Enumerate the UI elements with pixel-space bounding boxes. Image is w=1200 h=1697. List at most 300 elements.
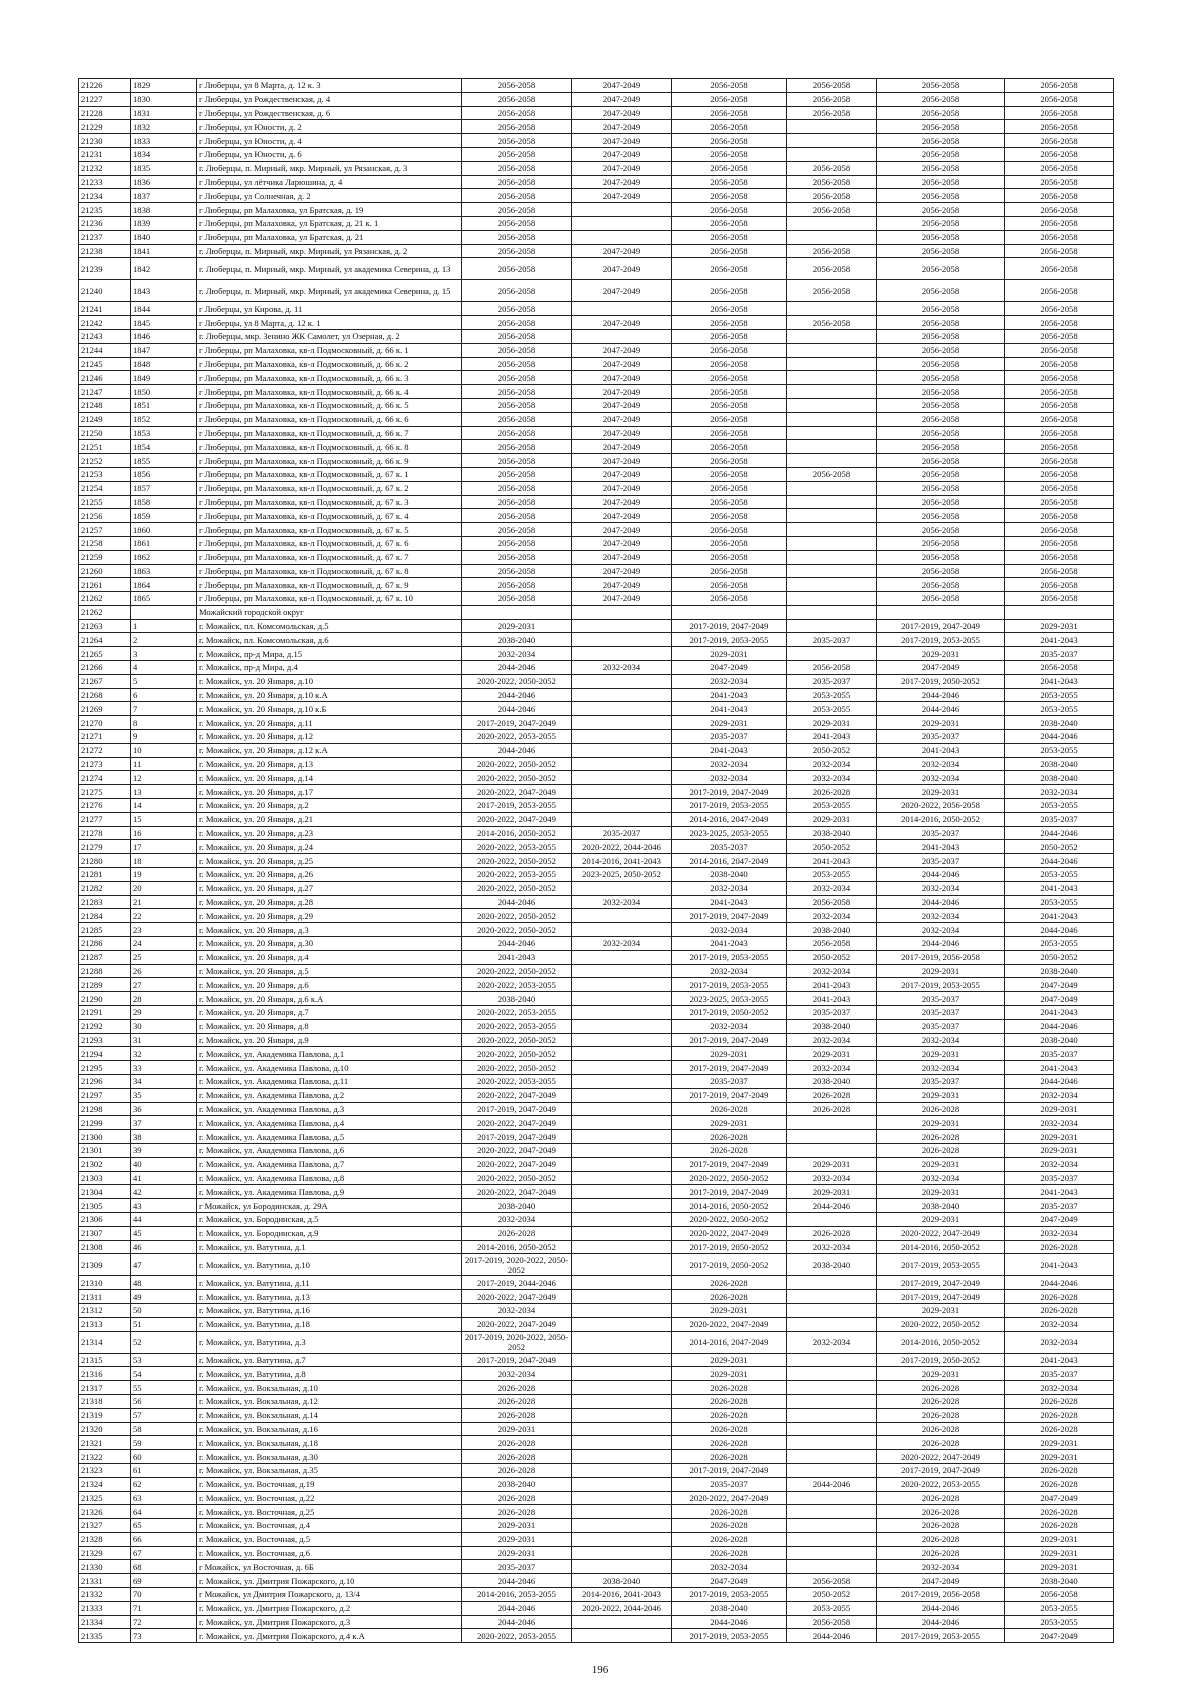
address-cell: г. Можайск, ул. Вокзальная, д.14	[197, 1408, 462, 1422]
period-4-cell: 2032-2034	[787, 964, 877, 978]
period-3-cell: 2056-2058	[672, 523, 787, 537]
period-2-cell	[572, 1006, 672, 1020]
period-2-cell: 2047-2049	[572, 578, 672, 592]
period-5-cell: 2020-2022, 2053-2055	[877, 1477, 1005, 1491]
period-1-cell: 2056-2058	[462, 216, 572, 230]
period-4-cell	[787, 1436, 877, 1450]
period-6-cell: 2035-2037	[1005, 1199, 1114, 1213]
period-6-cell: 2053-2055	[1005, 895, 1114, 909]
table-row	[79, 592, 1114, 606]
address-cell: г. Можайск, ул. Бородинская, д.9	[197, 1226, 462, 1240]
period-4-cell: 2053-2055	[787, 1601, 877, 1615]
item-number-cell: 1846	[131, 329, 197, 343]
period-2-cell	[572, 1408, 672, 1422]
period-1-cell: 2029-2031	[462, 1422, 572, 1436]
address-cell: г. Можайск, ул. 20 Января, д.10	[197, 674, 462, 688]
period-2-cell: 2047-2049	[572, 412, 672, 426]
period-6-cell: 2053-2055	[1005, 743, 1114, 757]
period-3-cell: 2032-2034	[672, 923, 787, 937]
row-number-cell: 21278	[79, 826, 131, 840]
row-number-cell: 21312	[79, 1303, 131, 1317]
row-number-cell: 21238	[79, 244, 131, 258]
period-2-cell	[572, 674, 672, 688]
row-number-cell: 21322	[79, 1450, 131, 1464]
address-cell: г Люберцы, рп Малаховка, кв-л Подмосковный, д. 67 к. 3	[197, 495, 462, 509]
period-3-cell: 2056-2058	[672, 230, 787, 244]
period-2-cell	[572, 923, 672, 937]
period-5-cell	[877, 605, 1005, 619]
period-5-cell: 2014-2016, 2050-2052	[877, 1240, 1005, 1254]
period-4-cell	[787, 1276, 877, 1290]
address-cell: г. Можайск, ул. 20 Января, д.24	[197, 840, 462, 854]
period-1-cell: 2020-2022, 2053-2055	[462, 1629, 572, 1643]
period-6-cell: 2053-2055	[1005, 688, 1114, 702]
table-row	[79, 1574, 1114, 1588]
period-3-cell: 2056-2058	[672, 161, 787, 175]
period-2-cell	[572, 909, 672, 923]
period-1-cell: 2026-2028	[462, 1463, 572, 1477]
period-1-cell: 2056-2058	[462, 357, 572, 371]
period-3-cell: 2056-2058	[672, 258, 787, 280]
period-6-cell: 2056-2058	[1005, 523, 1114, 537]
row-number-cell: 21297	[79, 1088, 131, 1102]
address-cell: г Люберцы, ул 8 Марта, д. 12 к. 1	[197, 316, 462, 330]
period-4-cell	[787, 1116, 877, 1130]
period-6-cell: 2056-2058	[1005, 385, 1114, 399]
period-3-cell: 2026-2028	[672, 1436, 787, 1450]
address-cell: г. Люберцы, мкр. Зенино ЖК Самолет, ул Озерная, д. 2	[197, 329, 462, 343]
address-cell: г Люберцы, рп Малаховка, кв-л Подмосковный, д. 67 к. 7	[197, 550, 462, 564]
period-4-cell: 2056-2058	[787, 280, 877, 302]
period-5-cell: 2056-2058	[877, 592, 1005, 606]
period-4-cell	[787, 1367, 877, 1381]
period-4-cell: 2053-2055	[787, 688, 877, 702]
period-4-cell	[787, 1408, 877, 1422]
period-2-cell	[572, 1171, 672, 1185]
period-2-cell	[572, 743, 672, 757]
table-row	[79, 1240, 1114, 1254]
address-cell: г. Можайск, ул. 20 Января, д.14	[197, 771, 462, 785]
period-6-cell: 2041-2043	[1005, 881, 1114, 895]
period-4-cell	[787, 440, 877, 454]
period-1-cell: 2038-2040	[462, 1199, 572, 1213]
address-cell: г Люберцы, рп Малаховка, кв-л Подмосковный, д. 67 к. 4	[197, 509, 462, 523]
period-4-cell	[787, 371, 877, 385]
period-5-cell: 2017-2019, 2047-2049	[877, 1290, 1005, 1304]
period-3-cell: 2056-2058	[672, 147, 787, 161]
period-1-cell: 2014-2016, 2050-2052	[462, 826, 572, 840]
period-2-cell	[572, 1254, 672, 1276]
address-cell: г. Можайск, ул. Академика Павлова, д.8	[197, 1171, 462, 1185]
period-3-cell: 2032-2034	[672, 674, 787, 688]
period-1-cell: 2056-2058	[462, 258, 572, 280]
address-cell: г. Можайск, ул. Ватутина, д.8	[197, 1367, 462, 1381]
item-number-cell: 17	[131, 840, 197, 854]
period-6-cell: 2056-2058	[1005, 592, 1114, 606]
period-6-cell: 2056-2058	[1005, 147, 1114, 161]
period-5-cell: 2056-2058	[877, 316, 1005, 330]
period-4-cell: 2050-2052	[787, 743, 877, 757]
period-3-cell: 2014-2016, 2047-2049	[672, 854, 787, 868]
period-2-cell	[572, 799, 672, 813]
period-5-cell: 2056-2058	[877, 79, 1005, 93]
table-row	[79, 1394, 1114, 1408]
period-3-cell: 2035-2037	[672, 1074, 787, 1088]
address-cell: г Люберцы, рп Малаховка, кв-л Подмосковный, д. 66 к. 1	[197, 343, 462, 357]
period-4-cell: 2032-2034	[787, 771, 877, 785]
period-4-cell: 2026-2028	[787, 1226, 877, 1240]
period-6-cell: 2056-2058	[1005, 495, 1114, 509]
period-3-cell: 2017-2019, 2053-2055	[672, 1588, 787, 1602]
period-4-cell: 2032-2034	[787, 1061, 877, 1075]
period-2-cell	[572, 605, 672, 619]
row-number-cell: 21295	[79, 1061, 131, 1075]
table-row	[79, 771, 1114, 785]
period-5-cell: 2032-2034	[877, 923, 1005, 937]
period-2-cell: 2047-2049	[572, 467, 672, 481]
item-number-cell: 1843	[131, 280, 197, 302]
address-cell: г. Можайск, пр-д Мира, д.4	[197, 661, 462, 675]
period-1-cell: 2029-2031	[462, 1519, 572, 1533]
row-number-cell: 21301	[79, 1143, 131, 1157]
period-2-cell: 2047-2049	[572, 343, 672, 357]
table-row	[79, 316, 1114, 330]
item-number-cell: 1837	[131, 189, 197, 203]
item-number-cell: 1861	[131, 536, 197, 550]
period-3-cell: 2056-2058	[672, 92, 787, 106]
period-1-cell: 2044-2046	[462, 895, 572, 909]
period-6-cell: 2038-2040	[1005, 771, 1114, 785]
period-4-cell	[787, 523, 877, 537]
period-6-cell: 2056-2058	[1005, 550, 1114, 564]
period-2-cell: 2047-2049	[572, 550, 672, 564]
period-6-cell: 2056-2058	[1005, 564, 1114, 578]
period-3-cell: 2029-2031	[672, 1303, 787, 1317]
period-6-cell: 2047-2049	[1005, 978, 1114, 992]
period-2-cell	[572, 1546, 672, 1560]
period-2-cell: 2023-2025, 2050-2052	[572, 868, 672, 882]
period-5-cell: 2047-2049	[877, 1574, 1005, 1588]
item-number-cell: 1830	[131, 92, 197, 106]
period-5-cell: 2029-2031	[877, 1185, 1005, 1199]
period-2-cell	[572, 716, 672, 730]
table-row	[79, 909, 1114, 923]
period-4-cell: 2029-2031	[787, 716, 877, 730]
period-1-cell	[462, 605, 572, 619]
table-row	[79, 1519, 1114, 1533]
period-3-cell: 2044-2046	[672, 1615, 787, 1629]
period-2-cell: 2047-2049	[572, 536, 672, 550]
table-row	[79, 509, 1114, 523]
period-1-cell: 2029-2031	[462, 1532, 572, 1546]
table-row	[79, 495, 1114, 509]
period-1-cell: 2056-2058	[462, 175, 572, 189]
period-6-cell: 2038-2040	[1005, 964, 1114, 978]
period-2-cell: 2047-2049	[572, 280, 672, 302]
address-cell: г. Можайск, ул. Восточная, д.25	[197, 1505, 462, 1519]
schedule-table	[78, 78, 1114, 1643]
period-2-cell	[572, 730, 672, 744]
table-row	[79, 799, 1114, 813]
period-3-cell: 2056-2058	[672, 398, 787, 412]
period-4-cell	[787, 1143, 877, 1157]
period-6-cell: 2056-2058	[1005, 357, 1114, 371]
period-2-cell	[572, 1130, 672, 1144]
period-1-cell: 2032-2034	[462, 647, 572, 661]
period-5-cell: 2026-2028	[877, 1491, 1005, 1505]
row-number-cell: 21320	[79, 1422, 131, 1436]
row-number-cell: 21245	[79, 357, 131, 371]
address-cell: г Люберцы, ул Рождественская, д. 6	[197, 106, 462, 120]
period-3-cell: 2056-2058	[672, 106, 787, 120]
address-cell: г Люберцы, рп Малаховка, кв-л Подмосковный, д. 67 к. 8	[197, 564, 462, 578]
row-number-cell: 21329	[79, 1546, 131, 1560]
table-row	[79, 1171, 1114, 1185]
period-3-cell: 2056-2058	[672, 412, 787, 426]
row-number-cell: 21230	[79, 134, 131, 148]
item-number-cell: 9	[131, 730, 197, 744]
period-6-cell: 2056-2058	[1005, 120, 1114, 134]
period-2-cell: 2038-2040	[572, 1574, 672, 1588]
period-3-cell: 2026-2028	[672, 1422, 787, 1436]
period-3-cell: 2017-2019, 2047-2049	[672, 1185, 787, 1199]
address-cell: г. Можайск, ул. 20 Января, д.30	[197, 937, 462, 951]
period-6-cell: 2041-2043	[1005, 1353, 1114, 1367]
period-4-cell	[787, 605, 877, 619]
period-4-cell: 2041-2043	[787, 854, 877, 868]
period-5-cell: 2026-2028	[877, 1422, 1005, 1436]
period-6-cell: 2026-2028	[1005, 1240, 1114, 1254]
period-1-cell: 2026-2028	[462, 1381, 572, 1395]
address-cell: г. Можайск, ул. Дмитрия Пожарского, д.10	[197, 1574, 462, 1588]
period-6-cell: 2053-2055	[1005, 702, 1114, 716]
row-number-cell: 21296	[79, 1074, 131, 1088]
period-1-cell: 2020-2022, 2050-2052	[462, 923, 572, 937]
row-number-cell: 21244	[79, 343, 131, 357]
address-cell: г. Можайск, ул. Вокзальная, д.30	[197, 1450, 462, 1464]
table-row	[79, 826, 1114, 840]
period-2-cell: 2047-2049	[572, 147, 672, 161]
period-5-cell: 2035-2037	[877, 730, 1005, 744]
period-4-cell	[787, 1505, 877, 1519]
period-4-cell: 2050-2052	[787, 1588, 877, 1602]
item-number-cell: 71	[131, 1601, 197, 1615]
period-1-cell: 2017-2019, 2053-2055	[462, 799, 572, 813]
period-1-cell: 2044-2046	[462, 743, 572, 757]
item-number-cell: 69	[131, 1574, 197, 1588]
period-3-cell: 2026-2028	[672, 1276, 787, 1290]
period-6-cell: 2056-2058	[1005, 302, 1114, 316]
period-3-cell: 2020-2022, 2047-2049	[672, 1491, 787, 1505]
item-number-cell: 6	[131, 688, 197, 702]
item-number-cell: 14	[131, 799, 197, 813]
address-cell: г. Можайск, ул. 20 Января, д.3	[197, 923, 462, 937]
table-row	[79, 481, 1114, 495]
address-cell: г Люберцы, рп Малаховка, кв-л Подмосковный, д. 67 к. 10	[197, 592, 462, 606]
item-number-cell: 38	[131, 1130, 197, 1144]
item-number-cell: 54	[131, 1367, 197, 1381]
period-5-cell: 2056-2058	[877, 106, 1005, 120]
period-6-cell: 2032-2034	[1005, 1116, 1114, 1130]
period-2-cell	[572, 1116, 672, 1130]
period-4-cell	[787, 216, 877, 230]
period-6-cell: 2056-2058	[1005, 106, 1114, 120]
period-1-cell: 2056-2058	[462, 523, 572, 537]
row-number-cell: 21331	[79, 1574, 131, 1588]
row-number-cell: 21268	[79, 688, 131, 702]
row-number-cell: 21240	[79, 280, 131, 302]
period-5-cell: 2035-2037	[877, 1019, 1005, 1033]
table-row	[79, 743, 1114, 757]
item-number-cell: 1831	[131, 106, 197, 120]
period-4-cell: 2056-2058	[787, 895, 877, 909]
period-5-cell: 2056-2058	[877, 495, 1005, 509]
period-1-cell: 2017-2019, 2044-2046	[462, 1276, 572, 1290]
period-5-cell: 2056-2058	[877, 398, 1005, 412]
period-5-cell: 2056-2058	[877, 550, 1005, 564]
table-row	[79, 950, 1114, 964]
period-2-cell: 2035-2037	[572, 826, 672, 840]
period-3-cell: 2041-2043	[672, 688, 787, 702]
period-2-cell: 2047-2049	[572, 385, 672, 399]
period-4-cell	[787, 1519, 877, 1533]
period-5-cell: 2056-2058	[877, 426, 1005, 440]
period-4-cell: 2056-2058	[787, 258, 877, 280]
item-number-cell: 47	[131, 1254, 197, 1276]
period-4-cell	[787, 343, 877, 357]
address-cell: г. Можайск, ул. 20 Января, д.29	[197, 909, 462, 923]
period-1-cell: 2020-2022, 2050-2052	[462, 964, 572, 978]
period-4-cell: 2056-2058	[787, 661, 877, 675]
table-row	[79, 467, 1114, 481]
period-1-cell: 2029-2031	[462, 619, 572, 633]
period-2-cell	[572, 1157, 672, 1171]
item-number-cell: 1	[131, 619, 197, 633]
address-cell: г. Можайск, ул. Вокзальная, д.10	[197, 1381, 462, 1395]
period-1-cell: 2044-2046	[462, 937, 572, 951]
period-1-cell: 2056-2058	[462, 79, 572, 93]
item-number-cell	[131, 605, 197, 619]
period-5-cell: 2035-2037	[877, 1074, 1005, 1088]
table-row	[79, 1505, 1114, 1519]
row-number-cell: 21261	[79, 578, 131, 592]
address-cell: г Люберцы, рп Малаховка, ул Братская, д. 21	[197, 230, 462, 244]
item-number-cell: 7	[131, 702, 197, 716]
row-number-cell: 21237	[79, 230, 131, 244]
period-2-cell	[572, 1033, 672, 1047]
row-number-cell: 21255	[79, 495, 131, 509]
period-2-cell	[572, 1381, 672, 1395]
row-number-cell: 21226	[79, 79, 131, 93]
table-row	[79, 161, 1114, 175]
row-number-cell: 21334	[79, 1615, 131, 1629]
period-5-cell: 2032-2034	[877, 909, 1005, 923]
period-2-cell: 2047-2049	[572, 175, 672, 189]
period-2-cell	[572, 1047, 672, 1061]
period-1-cell: 2032-2034	[462, 1212, 572, 1226]
period-3-cell: 2026-2028	[672, 1394, 787, 1408]
table-row	[79, 1254, 1114, 1276]
address-cell: г. Можайск, ул. 20 Января, д.23	[197, 826, 462, 840]
row-number-cell: 21282	[79, 881, 131, 895]
period-1-cell: 2017-2019, 2020-2022, 2050-2052	[462, 1254, 572, 1276]
period-6-cell: 2056-2058	[1005, 440, 1114, 454]
table-row	[79, 868, 1114, 882]
table-row	[79, 1033, 1114, 1047]
row-number-cell: 21286	[79, 937, 131, 951]
item-number-cell: 45	[131, 1226, 197, 1240]
row-number-cell: 21335	[79, 1629, 131, 1643]
period-2-cell	[572, 329, 672, 343]
row-number-cell: 21306	[79, 1212, 131, 1226]
row-number-cell: 21246	[79, 371, 131, 385]
period-5-cell: 2020-2022, 2056-2058	[877, 799, 1005, 813]
period-1-cell: 2020-2022, 2050-2052	[462, 1047, 572, 1061]
item-number-cell: 1862	[131, 550, 197, 564]
address-cell: г. Можайск, ул. Академика Павлова, д.11	[197, 1074, 462, 1088]
item-number-cell: 1832	[131, 120, 197, 134]
row-number-cell: 21257	[79, 523, 131, 537]
period-3-cell: 2029-2031	[672, 647, 787, 661]
address-cell: г Люберцы, рп Малаховка, кв-л Подмосковный, д. 66 к. 6	[197, 412, 462, 426]
row-number-cell: 21298	[79, 1102, 131, 1116]
address-cell: г. Можайск, ул. 20 Января, д.10 к.А	[197, 688, 462, 702]
period-3-cell: 2026-2028	[672, 1519, 787, 1533]
period-5-cell: 2056-2058	[877, 175, 1005, 189]
period-4-cell	[787, 230, 877, 244]
item-number-cell: 30	[131, 1019, 197, 1033]
row-number-cell: 21294	[79, 1047, 131, 1061]
row-number-cell: 21232	[79, 161, 131, 175]
period-3-cell: 2041-2043	[672, 702, 787, 716]
period-5-cell: 2026-2028	[877, 1394, 1005, 1408]
table-row	[79, 1317, 1114, 1331]
period-1-cell: 2020-2022, 2050-2052	[462, 757, 572, 771]
address-cell: г. Можайск, ул. Академика Павлова, д.7	[197, 1157, 462, 1171]
item-number-cell: 1835	[131, 161, 197, 175]
row-number-cell: 21279	[79, 840, 131, 854]
period-1-cell: 2026-2028	[462, 1226, 572, 1240]
period-6-cell: 2032-2034	[1005, 785, 1114, 799]
period-5-cell: 2017-2019, 2053-2055	[877, 978, 1005, 992]
address-cell: г Люберцы, ул лётчика Ларюшина, д. 4	[197, 175, 462, 189]
row-number-cell: 21325	[79, 1491, 131, 1505]
period-5-cell: 2044-2046	[877, 937, 1005, 951]
address-cell: г. Можайск, ул. Вокзальная, д.12	[197, 1394, 462, 1408]
period-6-cell: 2032-2034	[1005, 1088, 1114, 1102]
item-number-cell: 31	[131, 1033, 197, 1047]
period-1-cell: 2038-2040	[462, 1477, 572, 1491]
table-row	[79, 674, 1114, 688]
row-number-cell: 21269	[79, 702, 131, 716]
period-6-cell: 2050-2052	[1005, 950, 1114, 964]
period-3-cell: 2056-2058	[672, 79, 787, 93]
item-number-cell: 36	[131, 1102, 197, 1116]
table-row	[79, 716, 1114, 730]
period-2-cell: 2047-2049	[572, 106, 672, 120]
row-number-cell: 21248	[79, 398, 131, 412]
row-number-cell: 21252	[79, 454, 131, 468]
period-6-cell: 2056-2058	[1005, 134, 1114, 148]
period-1-cell: 2056-2058	[462, 467, 572, 481]
period-2-cell: 2014-2016, 2041-2043	[572, 854, 672, 868]
address-cell: г. Можайск, ул. Бородинская, д.5	[197, 1212, 462, 1226]
period-5-cell: 2029-2031	[877, 716, 1005, 730]
period-3-cell: 2035-2037	[672, 730, 787, 744]
address-cell: г. Можайск, ул. 20 Января, д.12 к.А	[197, 743, 462, 757]
period-4-cell: 2056-2058	[787, 92, 877, 106]
row-number-cell: 21272	[79, 743, 131, 757]
